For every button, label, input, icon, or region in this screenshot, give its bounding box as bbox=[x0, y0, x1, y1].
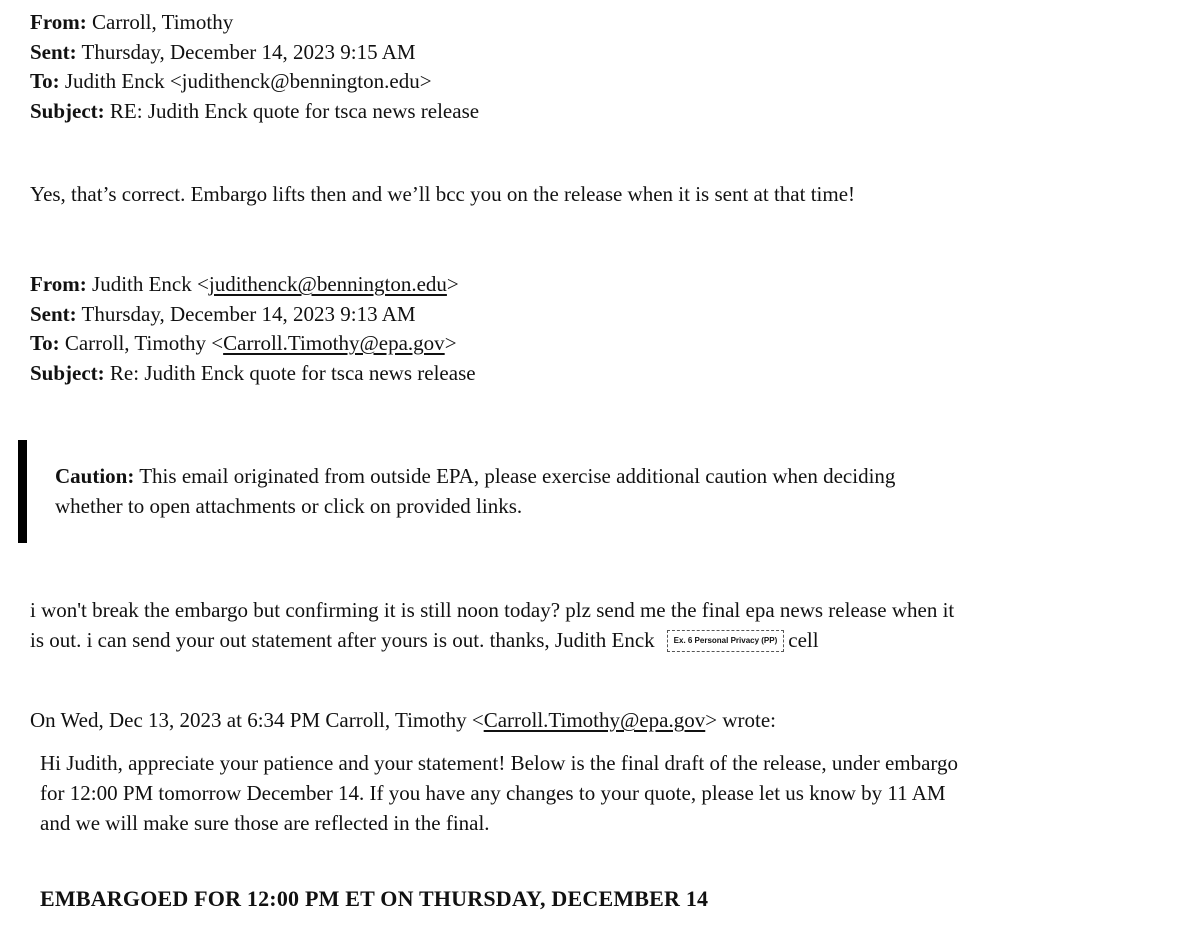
caution-line-2: whether to open attachments or click on provided links. bbox=[55, 494, 523, 518]
email2-body-line-2 bbox=[30, 626, 954, 656]
embargo-heading: EMBARGOED FOR 12:00 PM ET ON THURSDAY, DECEMBER 14 bbox=[40, 886, 709, 911]
caution-label: Caution: bbox=[55, 464, 135, 488]
quoted-intro-text: On Wed, Dec 13, 2023 at 6:34 PM Carroll, Timothy < bbox=[30, 708, 484, 732]
subject-label: Subject: bbox=[30, 98, 105, 123]
sent-value: Thursday, December 14, 2023 9:15 AM bbox=[81, 39, 416, 64]
from-value: Carroll, Timothy bbox=[92, 10, 234, 34]
email1-header bbox=[30, 8, 479, 126]
email2-header bbox=[30, 270, 476, 388]
from-label: From: bbox=[30, 10, 87, 34]
email2-body bbox=[30, 596, 954, 655]
subject-value: Re: Judith Enck quote for tsca news release bbox=[109, 360, 476, 385]
from-close: > bbox=[446, 272, 459, 296]
body-line2-end: cell bbox=[788, 627, 819, 652]
to-name: Carroll, Timothy < bbox=[64, 331, 224, 355]
redaction-box: Ex. 6 Personal Privacy (PP) bbox=[667, 630, 785, 652]
email2-from-line bbox=[30, 270, 476, 300]
to-label: To: bbox=[30, 331, 60, 355]
to-value: Judith Enck <judithenck@bennington.edu> bbox=[64, 69, 432, 93]
caution-text-1: This email originated from outside EPA, please exercise additional caution when deciding bbox=[139, 464, 896, 488]
from-email-link[interactable]: judithenck@bennington.edu bbox=[208, 272, 447, 296]
from-label: From: bbox=[30, 272, 87, 296]
email1-from-line bbox=[30, 8, 479, 38]
sent-value: Thursday, December 14, 2023 9:13 AM bbox=[81, 301, 416, 326]
quoted-intro-end: > wrote: bbox=[705, 708, 776, 732]
email1-sent-line bbox=[30, 38, 479, 68]
body-line2-text: is out. i can send your out statement after yours is out. thanks, Judith Enck bbox=[30, 627, 655, 652]
email2-subject-line bbox=[30, 359, 476, 389]
subject-label: Subject: bbox=[30, 360, 105, 385]
email1-body: Yes, that’s correct. Embargo lifts then and we’ll bcc you on the release when it is sent at that time! bbox=[30, 182, 856, 206]
quoted-intro bbox=[30, 706, 776, 736]
to-email-link[interactable]: Carroll.Timothy@epa.gov bbox=[223, 331, 445, 355]
quoted-line-3: and we will make sure those are reflected in the final. bbox=[40, 811, 490, 835]
email1-to-line bbox=[30, 67, 479, 97]
sent-label: Sent: bbox=[30, 39, 77, 64]
to-close: > bbox=[444, 331, 457, 355]
email1-subject-line bbox=[30, 97, 479, 127]
from-name: Judith Enck < bbox=[92, 272, 209, 296]
quoted-line-2: for 12:00 PM tomorrow December 14. If you have any changes to your quote, please let us know by 11 AM bbox=[40, 781, 946, 805]
quoted-body bbox=[40, 748, 958, 838]
caution-line-1 bbox=[55, 461, 895, 491]
email2-to-line bbox=[30, 329, 476, 359]
caution-bar bbox=[18, 440, 27, 543]
email2-body-line-1: i won't break the embargo but confirming it is still noon today? plz send me the final epa news release when it bbox=[30, 598, 955, 622]
to-label: To: bbox=[30, 69, 60, 93]
quoted-line-1: Hi Judith, appreciate your patience and your statement! Below is the final draft of the release, under embargo bbox=[40, 751, 959, 775]
sent-label: Sent: bbox=[30, 301, 77, 326]
email2-sent-line bbox=[30, 300, 476, 330]
caution-notice bbox=[55, 461, 895, 521]
quoted-email-link[interactable]: Carroll.Timothy@epa.gov bbox=[483, 708, 706, 732]
subject-value: RE: Judith Enck quote for tsca news release bbox=[109, 98, 480, 123]
